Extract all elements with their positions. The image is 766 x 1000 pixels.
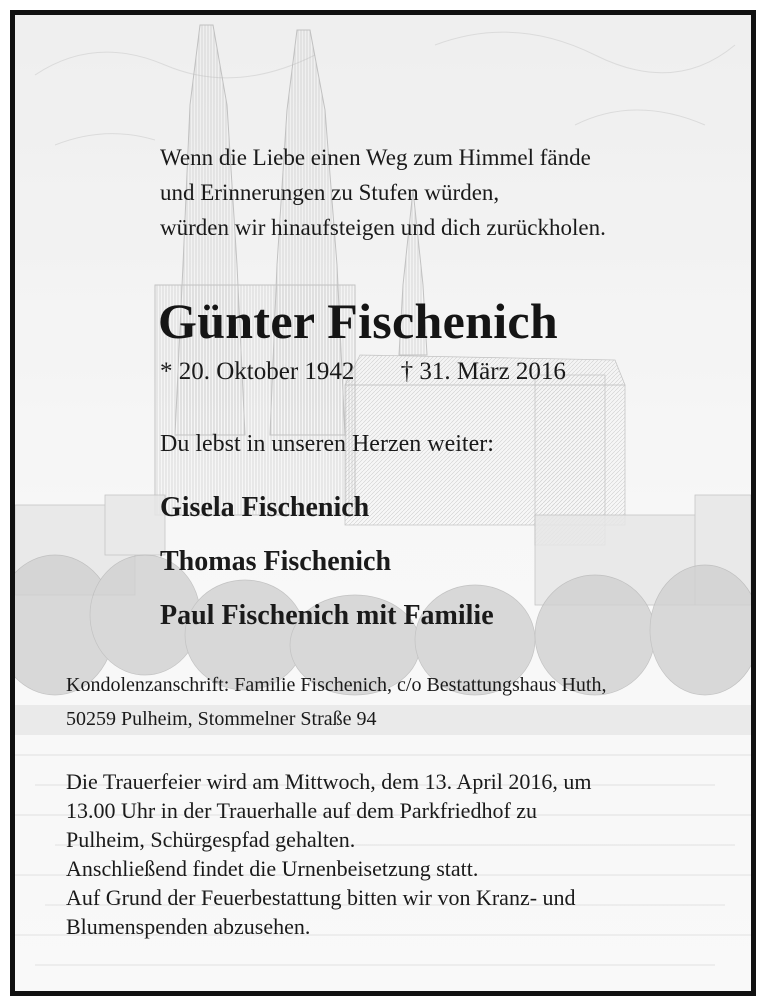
mourners-intro: Du lebst in unseren Herzen weiter: — [160, 431, 494, 457]
mourner-name: Paul Fischenich mit Familie — [160, 600, 494, 631]
funeral-notice — [66, 767, 591, 941]
poem-line: würden wir hinaufsteigen und dich zurückholen. — [160, 215, 606, 240]
birth-date: * 20. Oktober 1942 — [160, 358, 355, 385]
condolence-address — [66, 668, 606, 736]
funeral-line: Anschließend findet die Urnenbeisetzung statt. — [66, 856, 479, 881]
mourner-name: Gisela Fischenich — [160, 492, 370, 523]
memorial-poem — [160, 140, 606, 245]
poem-line: und Erinnerungen zu Stufen würden, — [160, 180, 500, 205]
funeral-line: Blumenspenden abzusehen. — [66, 914, 311, 939]
life-dates — [160, 358, 566, 386]
funeral-line: Pulheim, Schürgespfad gehalten. — [66, 827, 356, 852]
mourner-name: Thomas Fischenich — [160, 546, 392, 577]
deceased-name: Günter Fischenich — [158, 293, 559, 349]
funeral-line: Die Trauerfeier wird am Mittwoch, dem 13. April 2016, um — [66, 769, 592, 794]
funeral-line: Auf Grund der Feuerbestattung bitten wir von Kranz- und — [66, 885, 576, 910]
obituary-frame — [10, 10, 756, 996]
funeral-line: 13.00 Uhr in der Trauerhalle auf dem Parkfriedhof zu — [66, 798, 538, 823]
death-date: † 31. März 2016 — [400, 358, 566, 385]
poem-line: Wenn die Liebe einen Weg zum Himmel fände — [160, 145, 591, 170]
mourners-list — [160, 481, 494, 643]
condolence-line: 50259 Pulheim, Stommelner Straße 94 — [66, 708, 377, 730]
obituary-content — [15, 15, 751, 991]
condolence-line: Kondolenzanschrift: Familie Fischenich, c/o Bestattungshaus Huth, — [66, 674, 607, 696]
